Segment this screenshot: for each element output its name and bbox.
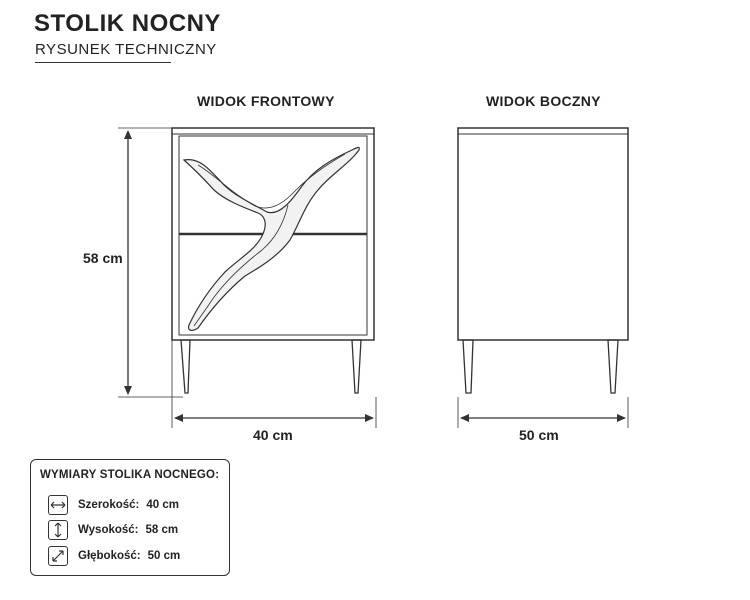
legend-label-width: Szerokość: [78,499,140,511]
side-view [458,128,628,393]
front-view [172,128,374,393]
height-dimension-label: 58 cm [83,250,123,266]
height-dimension [118,128,183,397]
legend-row-depth [48,545,180,567]
legend-value-width: 40 cm [146,499,179,511]
side-right-leg [608,340,618,393]
front-view-label: WIDOK FRONTOWY [197,93,335,109]
horizontal-arrow-icon [48,495,68,515]
legend-row-width [48,494,179,516]
legend-value-depth: 50 cm [147,550,181,562]
legend-label-depth: Głębokość: [78,550,141,562]
front-right-leg [352,340,361,393]
page-subtitle: RYSUNEK TECHNICZNY [35,41,217,58]
legend-title: WYMIARY STOLIKA NOCNEGO: [40,469,220,481]
side-left-leg [463,340,473,393]
legend-value-height: 58 cm [145,524,179,536]
depth-dimension [458,397,628,428]
diagonal-arrow-icon [48,546,68,566]
side-view-label: WIDOK BOCZNY [486,93,601,109]
dimensions-legend [30,459,230,576]
page-title: STOLIK NOCNY [34,10,221,37]
width-dimension-label: 40 cm [253,427,293,443]
front-left-leg [181,340,190,393]
width-dimension [172,340,376,428]
legend-row-height [48,519,178,541]
depth-dimension-label: 50 cm [519,427,559,443]
vertical-arrow-icon [48,520,68,540]
side-cabinet-outer [458,128,628,340]
legend-label-height: Wysokość: [78,524,139,536]
